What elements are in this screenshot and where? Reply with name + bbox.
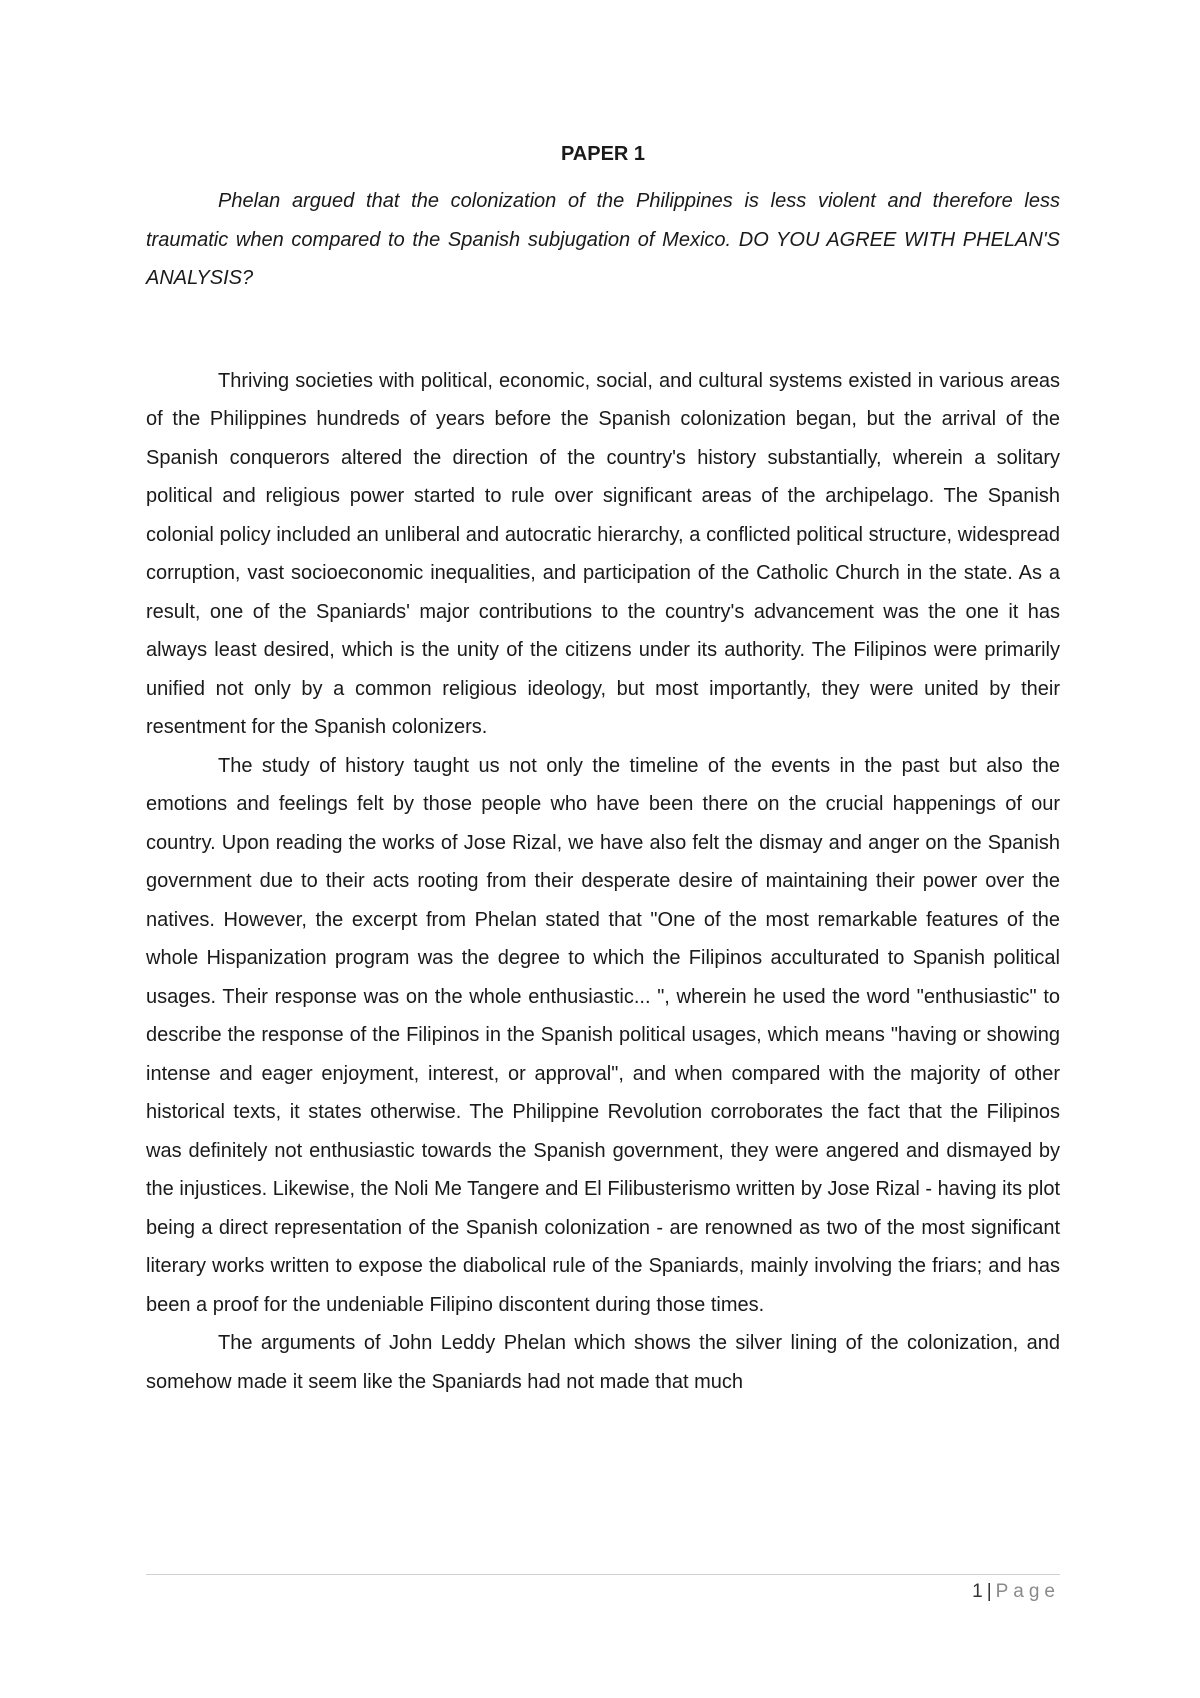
page-footer [972,1580,1060,1604]
page-label: Page [995,1581,1060,1602]
body-paragraph-1: Thriving societies with political, economic, social, and cultural systems existed in various areas of the Philippines hundreds of years before the Spanish colonization began, but the arrival of the Spanish conquerors altered the direction of the country's history substantially, wherein a solitary political and religious power started to rule over significant areas of the archipelago. The Spanish colonial policy included an unliberal and autocratic hierarchy, a conflicted political structure, widespread corruption, vast socioeconomic inequalities, and participation of the Catholic Church in the state. As a result, one of the Spaniards' major contributions to the country's advancement was the one it has always least desired, which is the unity of the citizens under its authority. The Filipinos were primarily unified not only by a common religious ideology, but most importantly, they were united by their resentment for the Spanish colonizers. [146,369,1060,738]
essay-question: Phelan argued that the colonization of the Philippines is less violent and therefore less traumatic when compared to the Spanish subjugation of Mexico. DO YOU AGREE WITH PHELAN'S ANALYSIS? [146,190,1060,289]
body-paragraph-2: The study of history taught us not only the timeline of the events in the past but also the emotions and feelings felt by those people who have been there on the crucial happenings of our country. Upon reading the works of Jose Rizal, we have also felt the dismay and anger on the Spanish government due to their acts rooting from their desperate desire of maintaining their power over the natives. However, the excerpt from Phelan stated that "One of the most remarkable features of the whole Hispanization program was the degree to which the Filipinos acculturated to Spanish political usages. Their response was on the whole enthusiastic... ", wherein he used the word "enthusiastic" to describe the response of the Filipinos in the Spanish political usages, which means "having or showing intense and eager enjoyment, interest, or approval", and when compared with the majority of other historical texts, it states otherwise. The Philippine Revolution corroborates the fact that the Filipinos was definitely not enthusiastic towards the Spanish government, they were angered and dismayed by the injustices. Likewise, the Noli Me Tangere and El Filibusterismo written by Jose Rizal - having its plot being a direct representation of the Spanish colonization - are renowned as two of the most significant literary works written to expose the diabolical rule of the Spaniards, mainly involving the friars; and has been a proof for the undeniable Filipino discontent during those times. [146,754,1060,1316]
footer-separator: | [986,1581,992,1602]
document-content [146,142,1060,1401]
body-paragraph-3: The arguments of John Leddy Phelan which shows the silver lining of the colonization, and somehow made it seem like the Spaniards had not made that much [146,1332,1060,1393]
page-number: 1 [972,1581,983,1602]
page-title: PAPER 1 [560,143,646,165]
essay-body [146,362,1060,1402]
footer-divider [146,1574,1060,1575]
